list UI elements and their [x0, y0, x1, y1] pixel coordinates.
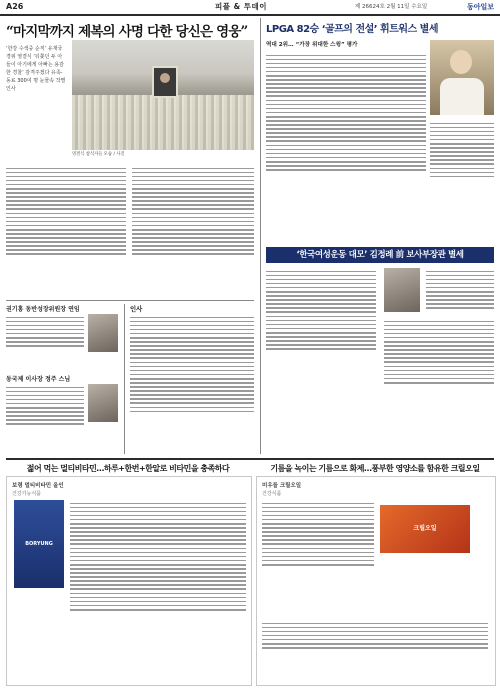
- page-number: A26: [6, 2, 24, 11]
- ad-left-brand-sub: 건강기능식품: [12, 491, 41, 497]
- banner-body-col2: [426, 268, 494, 311]
- photo-caption: 영결식 참석자들 모습 / 사진: [72, 152, 125, 157]
- people-body-2: [6, 384, 84, 427]
- people-body-1: [6, 314, 84, 349]
- section-divider: [6, 300, 254, 301]
- golfer-portrait: [430, 40, 494, 115]
- obituary-banner: ‘한국여성운동 대모’ 김정례 前 보사부장관 별세: [266, 247, 494, 263]
- flower-altar: [72, 95, 254, 150]
- obituary-photo: [384, 268, 420, 312]
- ad-left-body: [70, 500, 246, 613]
- obituary-notices: [384, 318, 494, 386]
- right-product-box: 크릴오일: [380, 505, 470, 553]
- left-product-bottle: BORYUNG: [14, 500, 64, 588]
- ad-right-brand: 미우들 크릴오일: [262, 483, 302, 489]
- ad-right-body-col1: [262, 500, 374, 568]
- newspaper-name: 동아일보: [466, 3, 494, 11]
- section-title: 피플 & 투데이: [215, 2, 267, 11]
- lpga-subheadline: 역대 2위… “가장 위대한 스윙” 평가: [266, 42, 358, 48]
- ad-section-rule: [6, 458, 494, 460]
- lead-subheadline: ‘한강 수색중 순직’ 유재국 경위 영결식 ‘뒤쫓던 두 아들이 아기에게 아빠는 용감한 경찰’ 감격주겠다 유족-동료 300여 명 눈물속 작별인사: [6, 46, 66, 92]
- lead-body-col2: [132, 165, 254, 258]
- lead-body-col1: [6, 165, 126, 258]
- ad-right-brand-sub: 건강식품: [262, 491, 282, 497]
- lead-headline: “마지막까지 제복의 사명 다한 당신은 영웅”: [6, 24, 248, 40]
- lpga-headline: LPGA 82승 ‘골프의 전설’ 휘트워스 별세: [266, 24, 438, 35]
- person-thumbnail-2: [88, 384, 118, 422]
- funeral-photo: [72, 40, 254, 150]
- ad-right-body-col2: [262, 620, 488, 651]
- people-headline-1: 권기홍 동반성장위원장 연임: [6, 306, 80, 313]
- people-headline-2: 동국제 이사장 정주 스님: [6, 376, 71, 383]
- appointments-headline: 인사: [130, 305, 143, 313]
- memorial-portrait: [152, 66, 178, 98]
- ad-right-headline: 기름을 녹이는 기름으로 화제…풍부한 영양소를 함유한 크릴오일: [270, 464, 480, 473]
- page-header: [0, 0, 500, 16]
- issue-info: 제 26624호 2월 11일 수요일: [355, 4, 428, 10]
- appointments-body: [130, 314, 254, 415]
- lpga-body-col2: [430, 120, 494, 180]
- ad-left-brand: 보령 멀티비타민 올인: [12, 483, 64, 489]
- column-divider: [124, 304, 125, 454]
- ad-left-headline: 젊어 먹는 멀티비타민…하루+한번+한알로 비타민을 충족하다: [26, 464, 230, 473]
- main-column-divider: [260, 18, 261, 454]
- banner-body-col1: [266, 268, 376, 352]
- person-thumbnail-1: [88, 314, 118, 352]
- lpga-body-col1: [266, 52, 426, 173]
